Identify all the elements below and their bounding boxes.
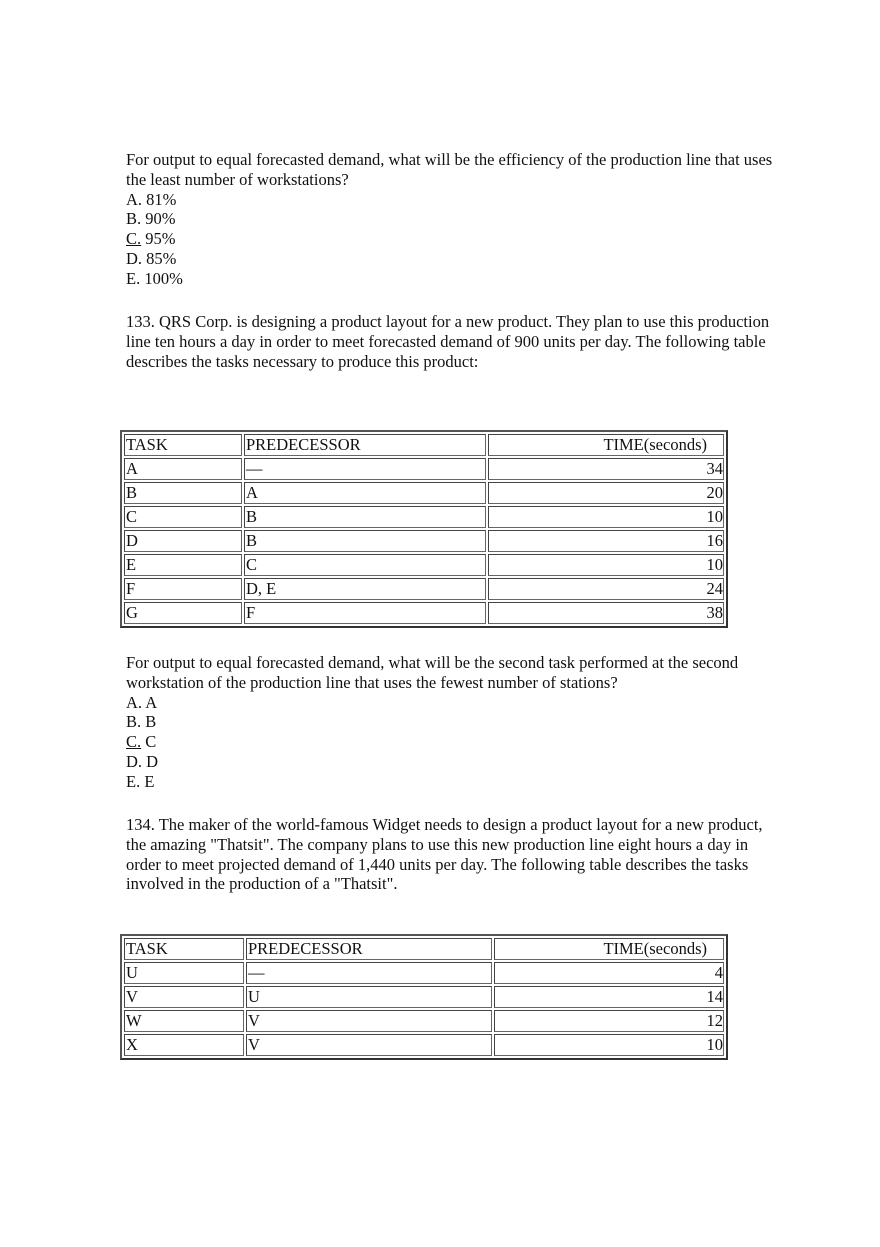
option-a: A. 81% [126,189,177,209]
task-cell: C [124,506,242,528]
option-a: A. A [126,692,158,712]
table-row [124,962,724,984]
option-c-answer [126,229,786,249]
question-134-intro: 134. The maker of the world-famous Widget needs to design a product layout for a new product, the amazing "Thatsit". The company plans to use this new production line eight hours a day in order to meet projected demand of 1,440 units per day. The following table describes the tasks involved in the production of a "Thatsit". [126,815,763,894]
option-letter: D [126,751,138,771]
option-letter: E [126,268,137,288]
time-cell: 38 [488,602,724,624]
predecessor-cell: — [246,962,492,984]
predecessor-cell: A [244,482,486,504]
answer-marker: C. [126,732,142,752]
question-133-intro-block [126,312,786,371]
time-cell: 12 [494,1010,724,1032]
table-row [124,578,724,600]
option-letter: B [126,209,138,229]
table-row [124,554,724,576]
option-text: E [144,771,155,791]
predecessor-cell: V [246,1010,492,1032]
predecessor-cell: V [246,1034,492,1056]
table-header-row [124,434,724,456]
time-cell: 4 [494,962,724,984]
question-132-text: For output to equal forecasted demand, what will be the efficiency of the production line that uses the least number of workstations? [126,150,773,189]
time-cell: 20 [488,482,724,504]
option-letter: E [126,771,137,791]
predecessor-cell: B [244,506,486,528]
header-task: TASK [124,938,244,960]
task-cell: A [124,458,242,480]
task-table-134 [120,934,728,1060]
predecessor-cell: F [244,602,486,624]
predecessor-cell: B [244,530,486,552]
table-row [124,530,724,552]
time-cell: 34 [488,458,724,480]
header-predecessor: PREDECESSOR [244,434,486,456]
task-cell: U [124,962,244,984]
predecessor-cell: U [246,986,492,1008]
task-cell: G [124,602,242,624]
option-letter: D [126,248,138,268]
task-cell: W [124,1010,244,1032]
predecessor-cell: C [244,554,486,576]
option-text: 81% [146,189,177,209]
option-d: D. D [126,751,159,771]
option-text: C [145,732,157,752]
option-b: B. 90% [126,209,176,229]
question-132-block [126,150,786,289]
option-letter: C [126,732,138,752]
task-table-133 [120,430,728,628]
option-letter: A [126,692,138,712]
time-cell: 10 [488,554,724,576]
header-predecessor: PREDECESSOR [246,938,492,960]
option-text: 95% [145,229,176,249]
task-cell: E [124,554,242,576]
table-row [124,1010,724,1032]
time-cell: 10 [488,506,724,528]
option-text: B [145,712,157,732]
question-133-intro: 133. QRS Corp. is designing a product layout for a new product. They plan to use this production line ten hours a day in order to meet forecasted demand of 900 units per day. The following table describes the tasks necessary to produce this product: [126,312,770,371]
option-e: E. 100% [126,268,183,288]
option-e: E. E [126,771,155,791]
question-133-text: For output to equal forecasted demand, what will be the second task performed at the second workstation of the production line that uses the fewest number of stations? [126,653,739,692]
option-letter: C [126,229,138,249]
time-cell: 10 [494,1034,724,1056]
time-cell: 24 [488,578,724,600]
table-row [124,1034,724,1056]
option-text: D [146,751,159,771]
table-row [124,506,724,528]
option-text: A [145,692,158,712]
header-task: TASK [124,434,242,456]
option-d: D. 85% [126,248,177,268]
table-header-row [124,938,724,960]
option-text: 90% [145,209,176,229]
task-cell: V [124,986,244,1008]
predecessor-cell: — [244,458,486,480]
option-c-answer [126,732,786,752]
task-cell: D [124,530,242,552]
option-b: B. B [126,712,157,732]
table-row [124,458,724,480]
option-letter: A [126,189,138,209]
header-time: TIME(seconds) [494,938,724,960]
option-text: 100% [144,268,183,288]
table-row [124,482,724,504]
table-row [124,602,724,624]
answer-marker: C. [126,229,142,249]
question-133-block [126,653,786,792]
task-cell: F [124,578,242,600]
time-cell: 16 [488,530,724,552]
table-row [124,986,724,1008]
header-time: TIME(seconds) [488,434,724,456]
option-text: 85% [146,248,177,268]
task-cell: X [124,1034,244,1056]
time-cell: 14 [494,986,724,1008]
predecessor-cell: D, E [244,578,486,600]
question-134-intro-block [126,815,786,894]
task-cell: B [124,482,242,504]
option-letter: B [126,712,138,732]
